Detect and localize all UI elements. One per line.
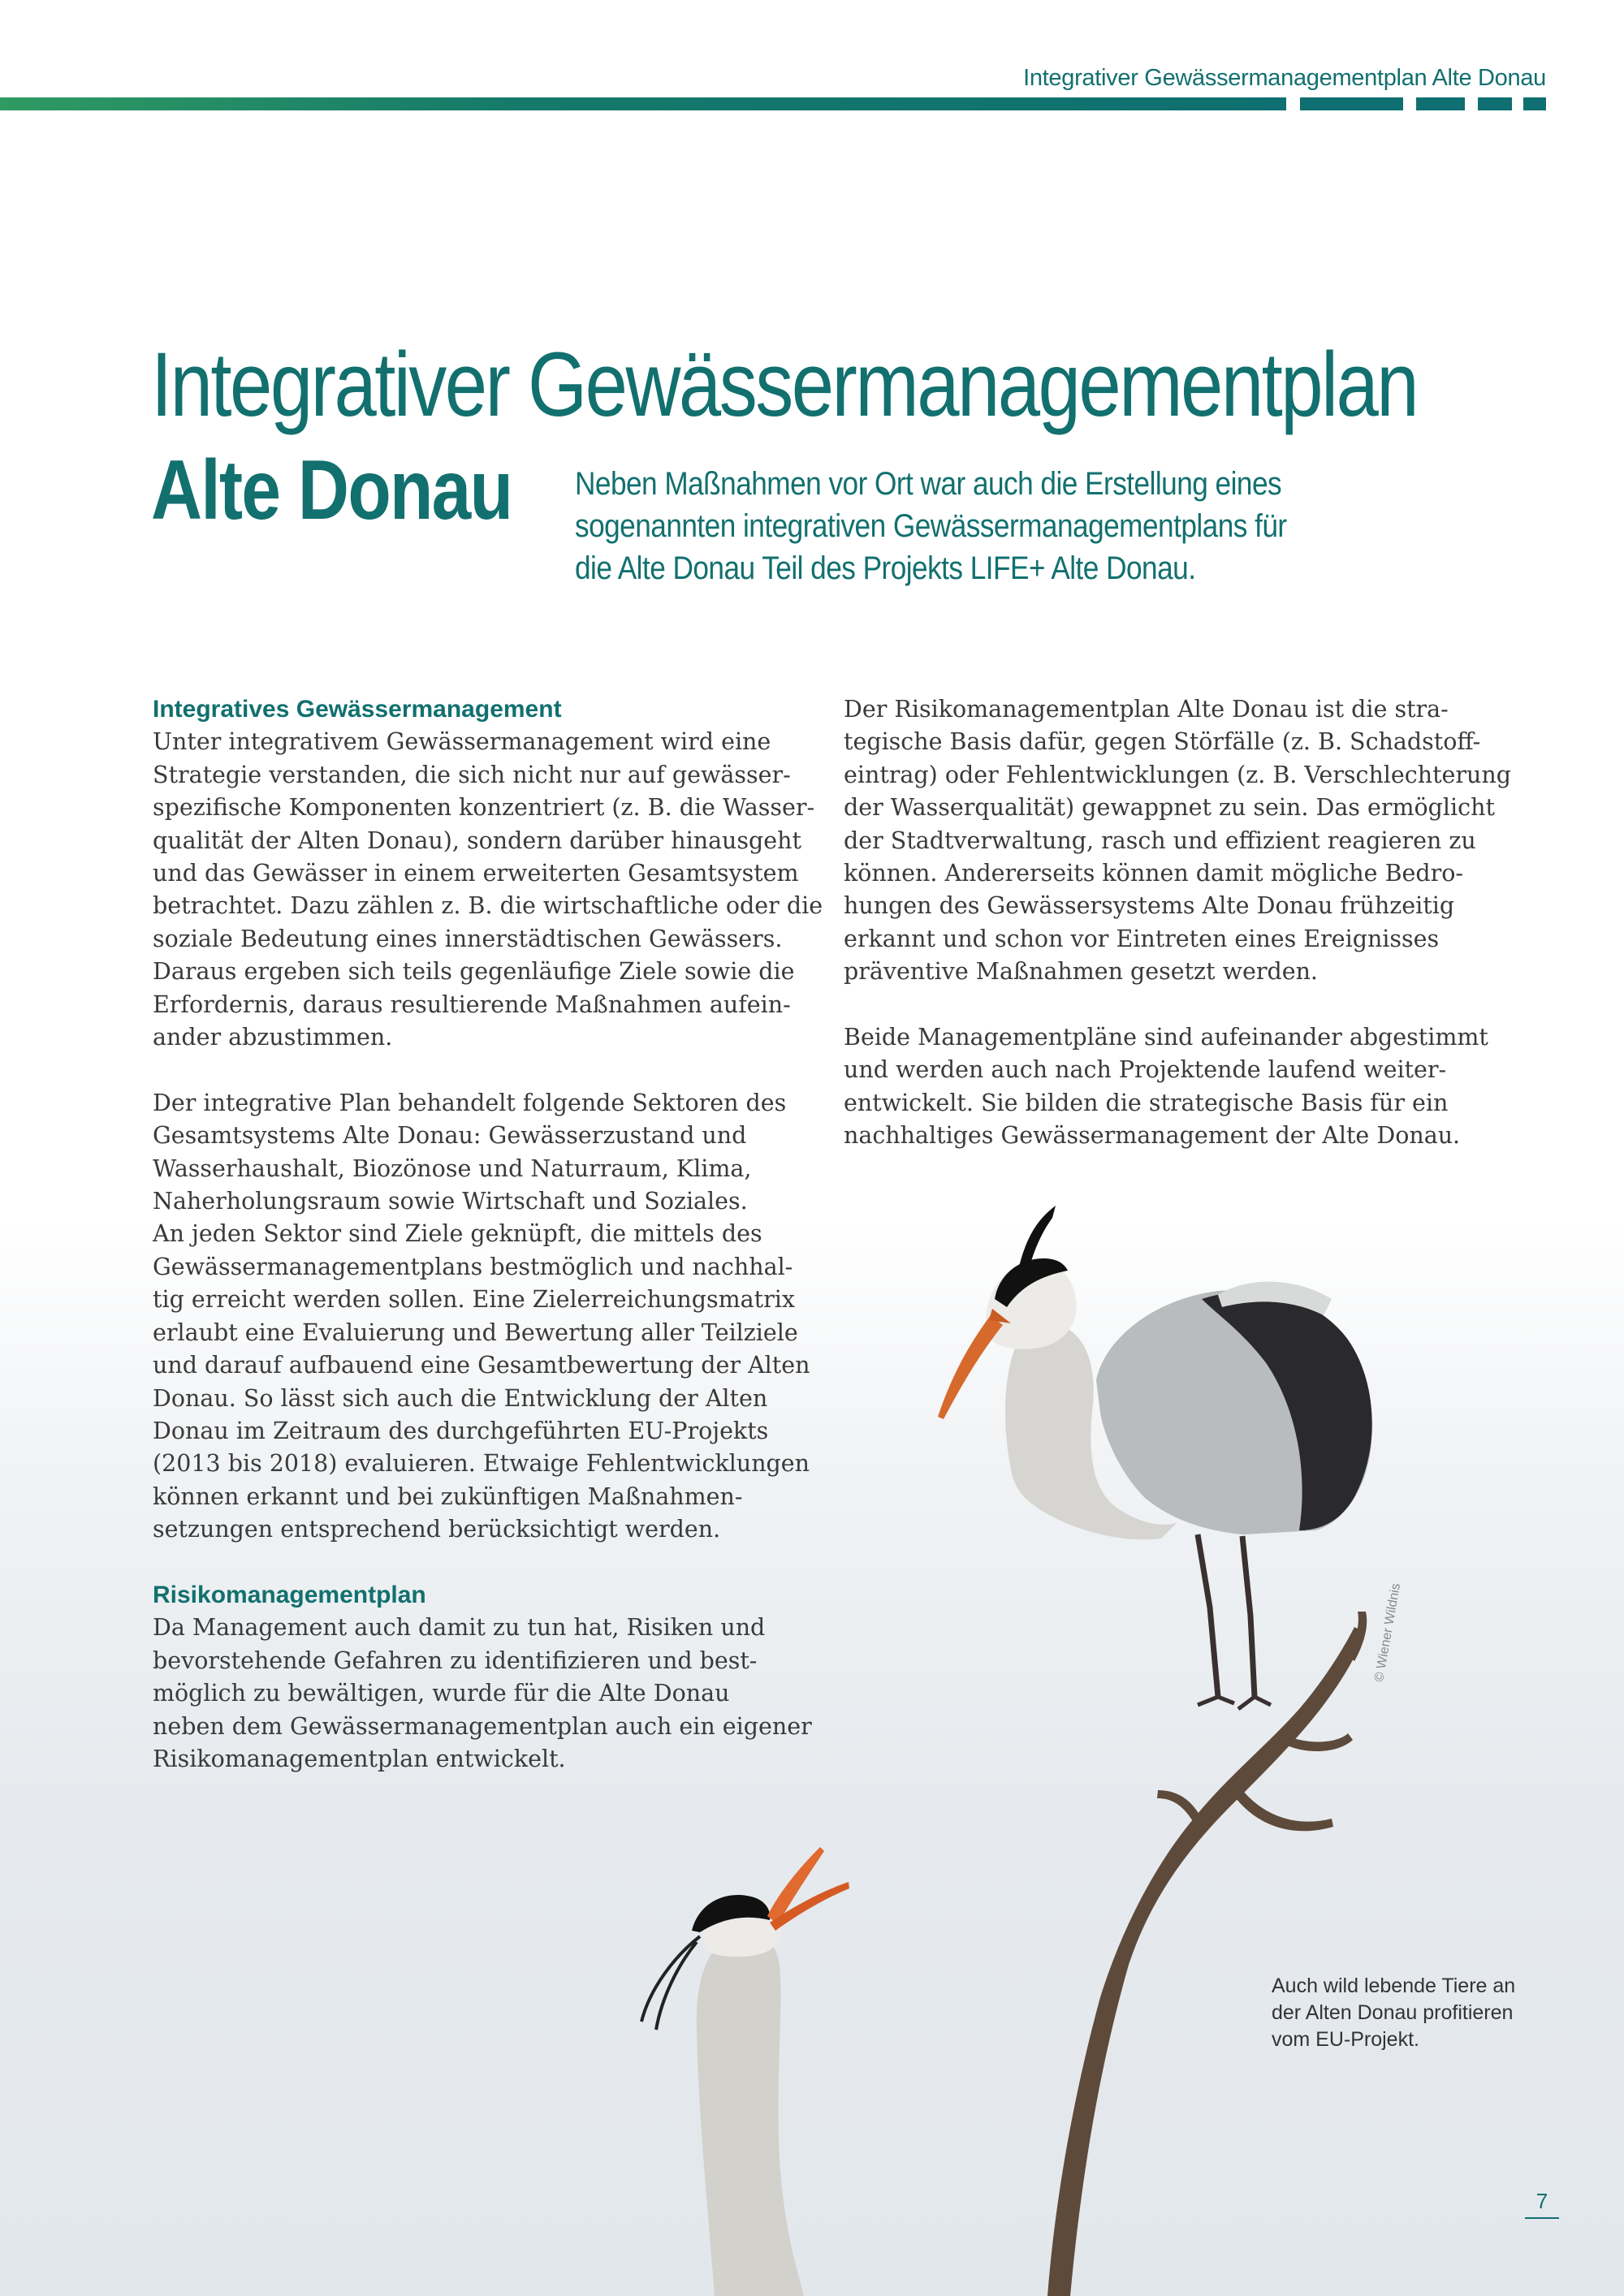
text-line: Gesamtsystems Alte Donau: Gewässerzustand und <box>153 1122 747 1150</box>
paragraph <box>153 726 823 1054</box>
header-rule-segment <box>1478 97 1512 110</box>
text-line: ander abzustimmen. <box>153 1024 393 1051</box>
page-title: Integrativer Gewässermanagementplan <box>151 334 1418 435</box>
paragraph-gap <box>153 1547 802 1579</box>
text-line: setzungen entsprechend berücksichtigt werden. <box>153 1516 721 1543</box>
text-line: hungen des Gewässersystems Alte Donau frühzeitig <box>844 892 1455 920</box>
text-line: tig erreicht werden sollen. Eine Zielerreichungsmatrix <box>153 1286 795 1314</box>
text-line: und darauf aufbauend eine Gesamtbewertung der Alten <box>153 1352 810 1379</box>
tree-branch <box>1047 1612 1367 2296</box>
text-line: Der Risikomanagementplan Alte Donau ist die stra- <box>844 696 1449 723</box>
header-rule-segment <box>1523 97 1546 110</box>
caption-line: Auch wild lebende Tiere an <box>1272 1974 1516 1997</box>
text-line: Erfordernis, daraus resultierende Maßnahmen aufein- <box>153 990 791 1018</box>
right-column <box>844 693 1512 1153</box>
text-line: Daraus ergeben sich teils gegenläufige Ziele sowie die <box>153 958 795 986</box>
text-line: neben dem Gewässermanagementplan auch ein eigener <box>153 1712 812 1740</box>
text-line: können. Andererseits können damit mögliche Bedro- <box>844 860 1464 887</box>
text-line: soziale Bedeutung eines innerstädtischen Gewässers. <box>153 925 783 952</box>
text-line: spezifische Komponenten konzentriert (z. B. die Wasser- <box>153 794 815 822</box>
text-line: möglich zu bewältigen, wurde für die Alte Donau <box>153 1680 730 1707</box>
text-line: und werden auch nach Projektende laufend weiter- <box>844 1056 1447 1084</box>
caption-line: vom EU-Projekt. <box>1272 2028 1419 2051</box>
page-title-emphasis: Alte Donau <box>151 443 512 537</box>
text-line: qualität der Alten Donau), sondern darüber hinausgeht <box>153 826 801 854</box>
text-line: Da Management auch damit zu tun hat, Risiken und <box>153 1614 766 1642</box>
section-heading-risikomanagement: Risikomanagementplan <box>153 1581 426 1608</box>
caption-line: der Alten Donau profitieren <box>1272 2001 1514 2024</box>
heron-calling <box>641 1847 849 2296</box>
page-number: 7 <box>1525 2189 1559 2219</box>
text-line: Wasserhaushalt, Biozönose und Naturraum, Klima, <box>153 1154 752 1182</box>
paragraph-gap <box>844 989 1493 1021</box>
text-line: Beide Managementpläne sind aufeinander abgestimmt <box>844 1024 1488 1051</box>
photo-credit: © Wiener Wildnis <box>1372 1582 1404 1683</box>
lead-line: sogenannten integrativen Gewässermanagementplans für <box>575 508 1287 544</box>
text-line: tegische Basis dafür, gegen Störfälle (z. B. Schadstoff- <box>844 728 1481 756</box>
lead-line: die Alte Donau Teil des Projekts LIFE+ Alte Donau. <box>575 550 1196 586</box>
text-line: erlaubt eine Evaluierung und Bewertung aller Teilziele <box>153 1318 798 1346</box>
paragraph <box>153 1087 810 1547</box>
section-heading-integratives: Integratives Gewässermanagement <box>153 696 562 723</box>
paragraph <box>153 1612 812 1776</box>
text-line: können erkannt und bei zukünftigen Maßnahmen- <box>153 1482 743 1510</box>
photo-caption <box>1272 1973 1515 2053</box>
text-line: An jeden Sektor sind Ziele geknüpft, die mittels des <box>153 1220 762 1248</box>
text-line: Naherholungsraum sowie Wirtschaft und Soziales. <box>153 1188 748 1215</box>
text-line: der Stadtverwaltung, rasch und effizient reagieren zu <box>844 826 1476 854</box>
left-column <box>153 693 823 1776</box>
paragraph-gap <box>153 1054 802 1086</box>
text-line: nachhaltiges Gewässermanagement der Alte Donau. <box>844 1122 1461 1150</box>
text-line: Strategie verstanden, die sich nicht nur auf gewässer- <box>153 761 791 788</box>
text-line: betrachtet. Dazu zählen z. B. die wirtschaftliche oder die <box>153 892 823 920</box>
text-line: (2013 bis 2018) evaluieren. Etwaige Fehlentwicklungen <box>153 1450 810 1478</box>
text-line: Gewässermanagementplans bestmöglich und nachhal- <box>153 1253 793 1280</box>
running-header: Integrativer Gewässermanagementplan Alte Donau <box>1023 65 1546 91</box>
lead-line: Neben Maßnahmen vor Ort war auch die Erstellung eines <box>575 466 1282 502</box>
text-line: eintrag) oder Fehlentwicklungen (z. B. Verschlechterung <box>844 761 1512 788</box>
text-line: erkannt und schon vor Eintreten eines Ereignisses <box>844 925 1440 952</box>
text-line: und das Gewässer in einem erweiterten Gesamtsystem <box>153 860 799 887</box>
header-rule <box>0 97 1286 110</box>
header-rule-segment <box>1416 97 1465 110</box>
text-line: Donau im Zeitraum des durchgeführten EU-Projekts <box>153 1417 769 1444</box>
text-line: Donau. So lässt sich auch die Entwicklung der Alten <box>153 1384 768 1412</box>
text-line: Der integrative Plan behandelt folgende Sektoren des <box>153 1089 787 1116</box>
paragraph <box>844 693 1512 989</box>
lead-paragraph <box>575 463 1436 589</box>
text-line: entwickelt. Sie bilden die strategische Basis für ein <box>844 1089 1449 1116</box>
header-rule-segment <box>1300 97 1403 110</box>
text-line: Unter integrativem Gewässermanagement wird eine <box>153 728 771 756</box>
heron-perched <box>938 1206 1372 1709</box>
text-line: präventive Maßnahmen gesetzt werden. <box>844 958 1318 986</box>
paragraph <box>844 1021 1493 1153</box>
text-line: bevorstehende Gefahren zu identifizieren und best- <box>153 1646 758 1674</box>
text-line: Risikomanagementplan entwickelt. <box>153 1745 566 1772</box>
text-line: der Wasserqualität) gewappnet zu sein. Das ermöglicht <box>844 794 1495 822</box>
